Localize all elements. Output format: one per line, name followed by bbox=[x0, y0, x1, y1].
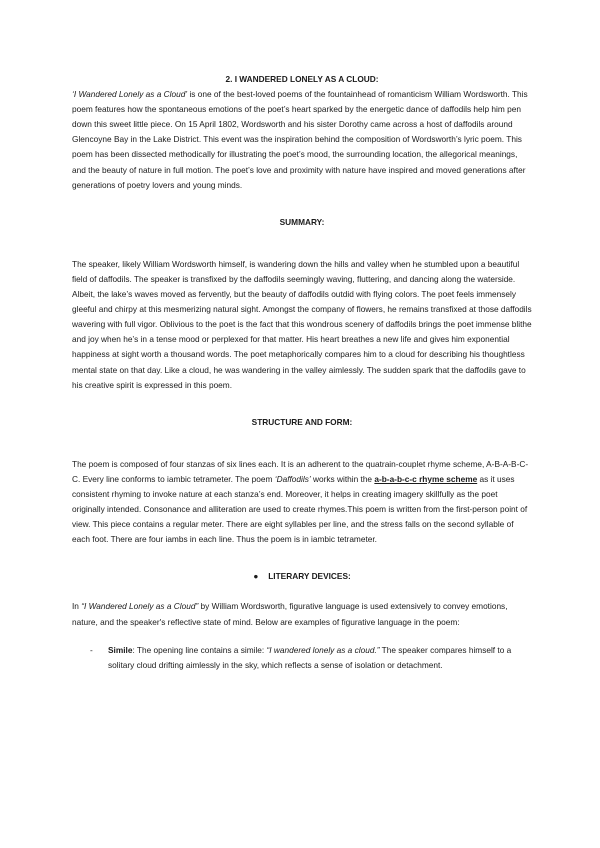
devices-intro-pre: In bbox=[72, 601, 82, 612]
poem-title: 2. I WANDERED LONELY AS A CLOUD: bbox=[225, 74, 379, 84]
structure-paragraph bbox=[72, 457, 532, 548]
structure-heading: STRUCTURE AND FORM: bbox=[251, 416, 353, 427]
devices-intro-paragraph bbox=[72, 599, 532, 629]
rhyme-scheme-link[interactable]: a-b-a-b-c-c rhyme scheme bbox=[374, 473, 478, 484]
list-item bbox=[72, 643, 532, 673]
intro-text: is one of the best-loved poems of the fountainhead of romanticism William Wordsworth. This poem features how the spontaneous emotions of the poet’s heart sparked by the energetic dance of daffodils help him pen down this sweet little piece. On 15 April 1802, Wordsworth and his sister Dorothy came across a host of daffodils around Glencoyne Bay in the Lake District. This event was the inspiration behind the composition of Wordsworth’s lyric poem. This poem has been dissected methodically for illustrating the poet’s mood, the surrounding location, the allegorical meanings, and the beauty of nature in full motion. The poet’s love and proximity with nature have inspired and moved generations after generations of poetry lovers and young minds. bbox=[72, 89, 528, 190]
daffodils-title: ‘Daffodils’ bbox=[274, 473, 311, 484]
dash-marker: - bbox=[90, 644, 93, 655]
literary-devices-label: LITERARY DEVICES: bbox=[268, 571, 351, 582]
device-text-pre: : The opening line contains a simile: bbox=[132, 644, 267, 655]
summary-paragraph: The speaker, likely William Wordsworth himself, is wandering down the hills and valley when he stumbled upon a beautiful field of daffodils. The speaker is transfixed by the daffodils seemingly waving, fluttering, and dancing along the waterside. Albeit, the lake’s waves moved as fervently, but the beauty of daffodils outdid with flying colors. The poet feels immensely gleeful and chirpy at this mesmerizing natural sight. Amongst the company of flowers, he remains transfixed at those daffodils wavering with full vigor. Oblivious to the poet is the fact that this wondrous scenery of daffodils brings the poet immense blithe and joy when he’s in a tense mood or perplexed for that matter. His heart breathes a new life and gives him exponential happiness at sight worth a thousand words. The poet metaphorically compares him to a cloud for describing his thoughtless mental state on that day. Like a cloud, he was wandering in the valley aimlessly. The sudden spark that the daffodils gave to his creative spirit is expressed in this poem. bbox=[72, 258, 532, 390]
summary-heading: SUMMARY: bbox=[279, 216, 325, 227]
structure-text-2: works within the bbox=[310, 473, 375, 484]
structure-text-3: as it uses consistent rhyming to invoke nature at each stanza’s end. Moreover, it helps in creating imagery skillfully as the poet originally intended. Consonance and alliteration are used to create rhymes.This poem is written from the first-person point of view. This piece contains a regular meter. There are eight syllables per line, and the stress falls on the second syllable of each foot. There are four iambs in each line. Thus the poem is in iambic tetrameter. bbox=[72, 473, 528, 545]
device-quote: “I wandered lonely as a cloud.” bbox=[266, 644, 380, 655]
document-page bbox=[72, 72, 532, 673]
devices-intro-text: by William Wordsworth, figurative language is used extensively to convey emotions, nature, and the speaker's reflective state of mind. Below are examples of figurative language in the poem: bbox=[72, 601, 508, 627]
literary-devices-heading bbox=[72, 569, 532, 584]
structure-text-1: The poem is composed of four stanzas of six lines each. It is an adherent to the quatrain-couplet rhyme scheme, A-B-A-B-C-C. Every line conforms to iambic tetrameter. The poem bbox=[72, 458, 529, 484]
devices-poem-title: “I Wandered Lonely as a Cloud” bbox=[81, 601, 199, 612]
intro-paragraph bbox=[72, 87, 532, 193]
bullet-icon: ● bbox=[253, 571, 259, 582]
poem-quote: ‘I Wandered Lonely as a Cloud’ bbox=[72, 89, 188, 100]
device-text-post: The speaker compares himself to a solitary cloud drifting aimlessly in the sky, which reflects a sense of isolation or detachment. bbox=[108, 644, 512, 670]
device-term: Simile bbox=[108, 644, 133, 655]
